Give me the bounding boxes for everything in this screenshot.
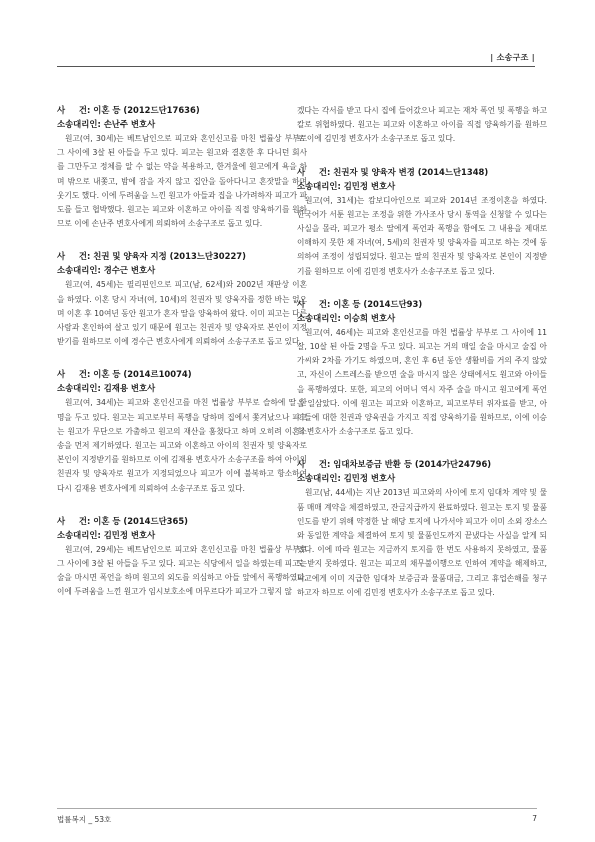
case-entry: [297, 458, 547, 600]
lawyer-name: : 경수근 변호사: [97, 265, 156, 276]
representative-label: 소송대리인: [297, 180, 338, 191]
case-title: : 이혼 등 (2012드단17636): [87, 105, 200, 115]
lawyer-name: : 김민정 변호사: [337, 473, 396, 484]
representative-line: [57, 264, 307, 278]
case-label: 사 건: [297, 459, 327, 470]
case-continuation: 겠다는 각서를 받고 다시 집에 들어갔으나 피고는 재차 폭언 및 폭행을 하고 칼로 위협하였다. 원고는 피고와 이혼하고 아이를 직접 양육하기를 원하므로 이에 김민정 변호사가 소송구조로 돕고 있다.: [297, 106, 547, 144]
representative-label: 소송대리인: [57, 265, 98, 276]
case-description: 원고(여, 46세)는 피고와 혼인신고를 마친 법률상 부부로 그 사이에 11살, 10살 된 아들 2명을 두고 있다. 피고는 거의 매일 술을 마시고 술집 아가씨와 2차를 가기도 하였으며, 혼인 후 6년 동안 생활비를 거의 주지 않았고, 자신이 스트레스를 받으면 술을 마시지 않은 상태에서도 원고와 아이들을 폭행하였다. 또한, 피고의 어머니 역시 자주 술을 마시고 원고에게 폭언을 일삼았다. 이에 원고는 피고와 이혼하고, 피고로부터 위자료를 받고, 아이들에 대한 친권과 양육권을 가지고 직접 양육하기를 원하므로, 이에 이승희 변호사가 소송구조로 돕고 있다.: [297, 327, 547, 437]
right-column: [297, 104, 547, 619]
case-title-line: [297, 458, 547, 472]
left-column: [57, 104, 307, 619]
lawyer-name: : 김민정 변호사: [337, 180, 396, 191]
case-description: 원고(여, 34세)는 피고와 혼인신고를 마친 법률상 부부로 슬하에 딸 한 명을 두고 있다. 원고는 피고로부터 폭행을 당하며 집에서 쫓겨났으나 피고는 원고가 무단으로 가출하고 원고의 재산을 훔쳤다고 하며 오히려 이혼소송을 먼저 제기하였다. 원고는 피고와 이혼하고 아이의 친권자 및 양육자로 본인이 지정받기를 원하므로 이에 김재용 변호사가 소송구조를 하여 아이의 친권자 및 양육자로 원고가 지정되었으나 피고가 이에 불복하고 항소하여 다시 김재용 변호사에게 의뢰하여 소송구조로 돕고 있다.: [57, 398, 307, 493]
section-tag: | 소송구조 |: [490, 53, 535, 62]
representative-line: [57, 529, 307, 543]
representative-line: [297, 312, 547, 326]
lawyer-name: : 이승희 변호사: [337, 312, 396, 323]
case-description: 원고(여, 29세)는 베트남인으로 피고와 혼인신고를 마친 법률상 부부로 그 사이에 3살 된 아들을 두고 있다. 피고는 식당에서 일을 하였는데 피고는 술을 마시면 폭언을 하며 원고의 외도를 의심하고 아들 앞에서 폭행하였다. 이에 두려움을 느낀 원고가 임시보호소에 머무르다가 피고가 그렇지 않: [57, 544, 307, 597]
representative-label: 소송대리인: [297, 312, 338, 323]
lawyer-name: : 김민정 변호사: [97, 529, 156, 540]
case-label: 사 건: [297, 166, 327, 177]
case-title-line: [297, 298, 547, 312]
page-number: 7: [532, 814, 537, 823]
case-description: 원고(남, 44세)는 지난 2013년 피고와의 사이에 토지 임대차 계약 및 물품 매매 계약을 체결하였고, 잔금지급까지 완료하였다. 원고는 토지 및 물품 인도를 받기 위해 약정한 날 해당 토지에 나가서야 피고가 이미 소외 장소스와 동일한 계약을 체결하여 토지 및 물품인도까지 끝냈다는 사실을 알게 되었다. 이에 따라 원고는 지금까지 토지를 한 번도 사용하지 못하였고, 물품도 받지 못하였다. 원고는 피고의 채무불이행으로 인하여 계약을 해제하고, 피고에게 이미 지급한 임대차 보증금과 물품대금, 그리고 휴업손해를 청구하고자 하므로 이에 김민정 변호사가 소송구조로 돕고 있다.: [297, 488, 547, 597]
case-title: : 이혼 등 (2014르10074): [87, 369, 192, 380]
case-description: 원고(여, 31세)는 캄보디아인으로 피고와 2014년 조정이혼을 하였다. 한국어가 서툰 원고는 조정을 위한 가사조사 당시 통역을 신청할 수 있다는 사실을 몰라, 피고가 평소 딸에게 폭언과 폭행을 함에도 그 내용을 제대로 이해하지 못한 채 자녀(여, 5세)의 친권자 및 양육자를 피고로 하는 것에 동의하여 조정이 성립되었다. 원고는 딸의 친권자 및 양육자로 본인이 지정받기를 원하므로 이에 김민정 변호사가 소송구조로 돕고 있다.: [297, 195, 547, 276]
case-entry: [57, 104, 307, 231]
case-title: : 이혼 등 (2014드단93): [327, 298, 423, 309]
case-label: 사 건: [57, 105, 87, 115]
case-entry: [57, 515, 307, 600]
case-title-line: [57, 515, 307, 529]
case-title-line: [57, 368, 307, 382]
case-title-line: [297, 166, 547, 180]
representative-line: [57, 118, 307, 132]
representative-label: 소송대리인: [57, 119, 98, 129]
page-header: [57, 46, 535, 67]
case-title: : 이혼 등 (2014드단365): [87, 515, 188, 526]
case-label: 사 건: [57, 251, 87, 262]
case-title-line: [57, 104, 307, 118]
representative-line: [57, 382, 307, 396]
case-title: : 친권자 및 양육자 변경 (2014느단1348): [327, 166, 489, 177]
case-entry: [57, 368, 307, 495]
representative-line: [297, 472, 547, 486]
magazine-issue: 법률복지 _ 53호: [57, 815, 112, 824]
case-entry: [297, 166, 547, 279]
lawyer-name: : 손난주 변호사: [97, 119, 156, 129]
representative-label: 소송대리인: [57, 529, 98, 540]
representative-line: [297, 180, 547, 194]
case-entry: [57, 250, 307, 349]
case-label: 사 건: [57, 369, 87, 380]
case-label: 사 건: [57, 515, 87, 526]
representative-label: 소송대리인: [297, 473, 338, 484]
case-label: 사 건: [297, 298, 327, 309]
case-entry: [297, 298, 547, 440]
case-title-line: [57, 250, 307, 264]
representative-label: 소송대리인: [57, 383, 98, 394]
case-title: : 임대차보증금 반환 등 (2014가단24796): [327, 459, 492, 470]
case-title: : 친권 및 양육자 지정 (2013느단30227): [87, 251, 246, 262]
case-description: 원고(여, 30세)는 베트남인으로 피고와 혼인신고를 마친 법률상 부부로 그 사이에 3살 된 아들을 두고 있다. 피고는 원고와 결혼한 후 다니던 회사를 그만두고 정체를 알 수 없는 약을 복용하고, 한겨울에 원고에게 욕을 하며 밖으로 내쫓고, 밤에 잠을 자지 않고 집안을 돌아다니고 혼잣말을 하며 웃기도 했다. 이에 두려움을 느낀 원고가 아들과 집을 나가려하자 피고가 파도를 들고 협박했다. 원고는 피고와 이혼하고 아이를 직접 양육하기를 원하므로 이에 손난주 변호사에게 의뢰하여 소송구조로 돕고 있다.: [57, 134, 307, 229]
page-footer: [57, 808, 537, 825]
case-description: 원고(여, 45세)는 필리핀인으로 피고(남, 62세)와 2002년 재판상 이혼을 하였다. 이혼 당시 자녀(여, 10세)의 친권자 및 양육자를 정한 바는 없으며 이혼 후 10여년 동안 원고가 혼자 딸을 양육하여 왔다. 이미 피고는 다른 사람과 혼인하여 살고 있기 때문에 원고는 친권자 및 양육자로 본인이 지정받기를 원하므로 이에 경수근 변호사에게 의뢰하여 소송구조로 돕고 있다.: [57, 280, 307, 347]
lawyer-name: : 김재용 변호사: [97, 383, 156, 394]
